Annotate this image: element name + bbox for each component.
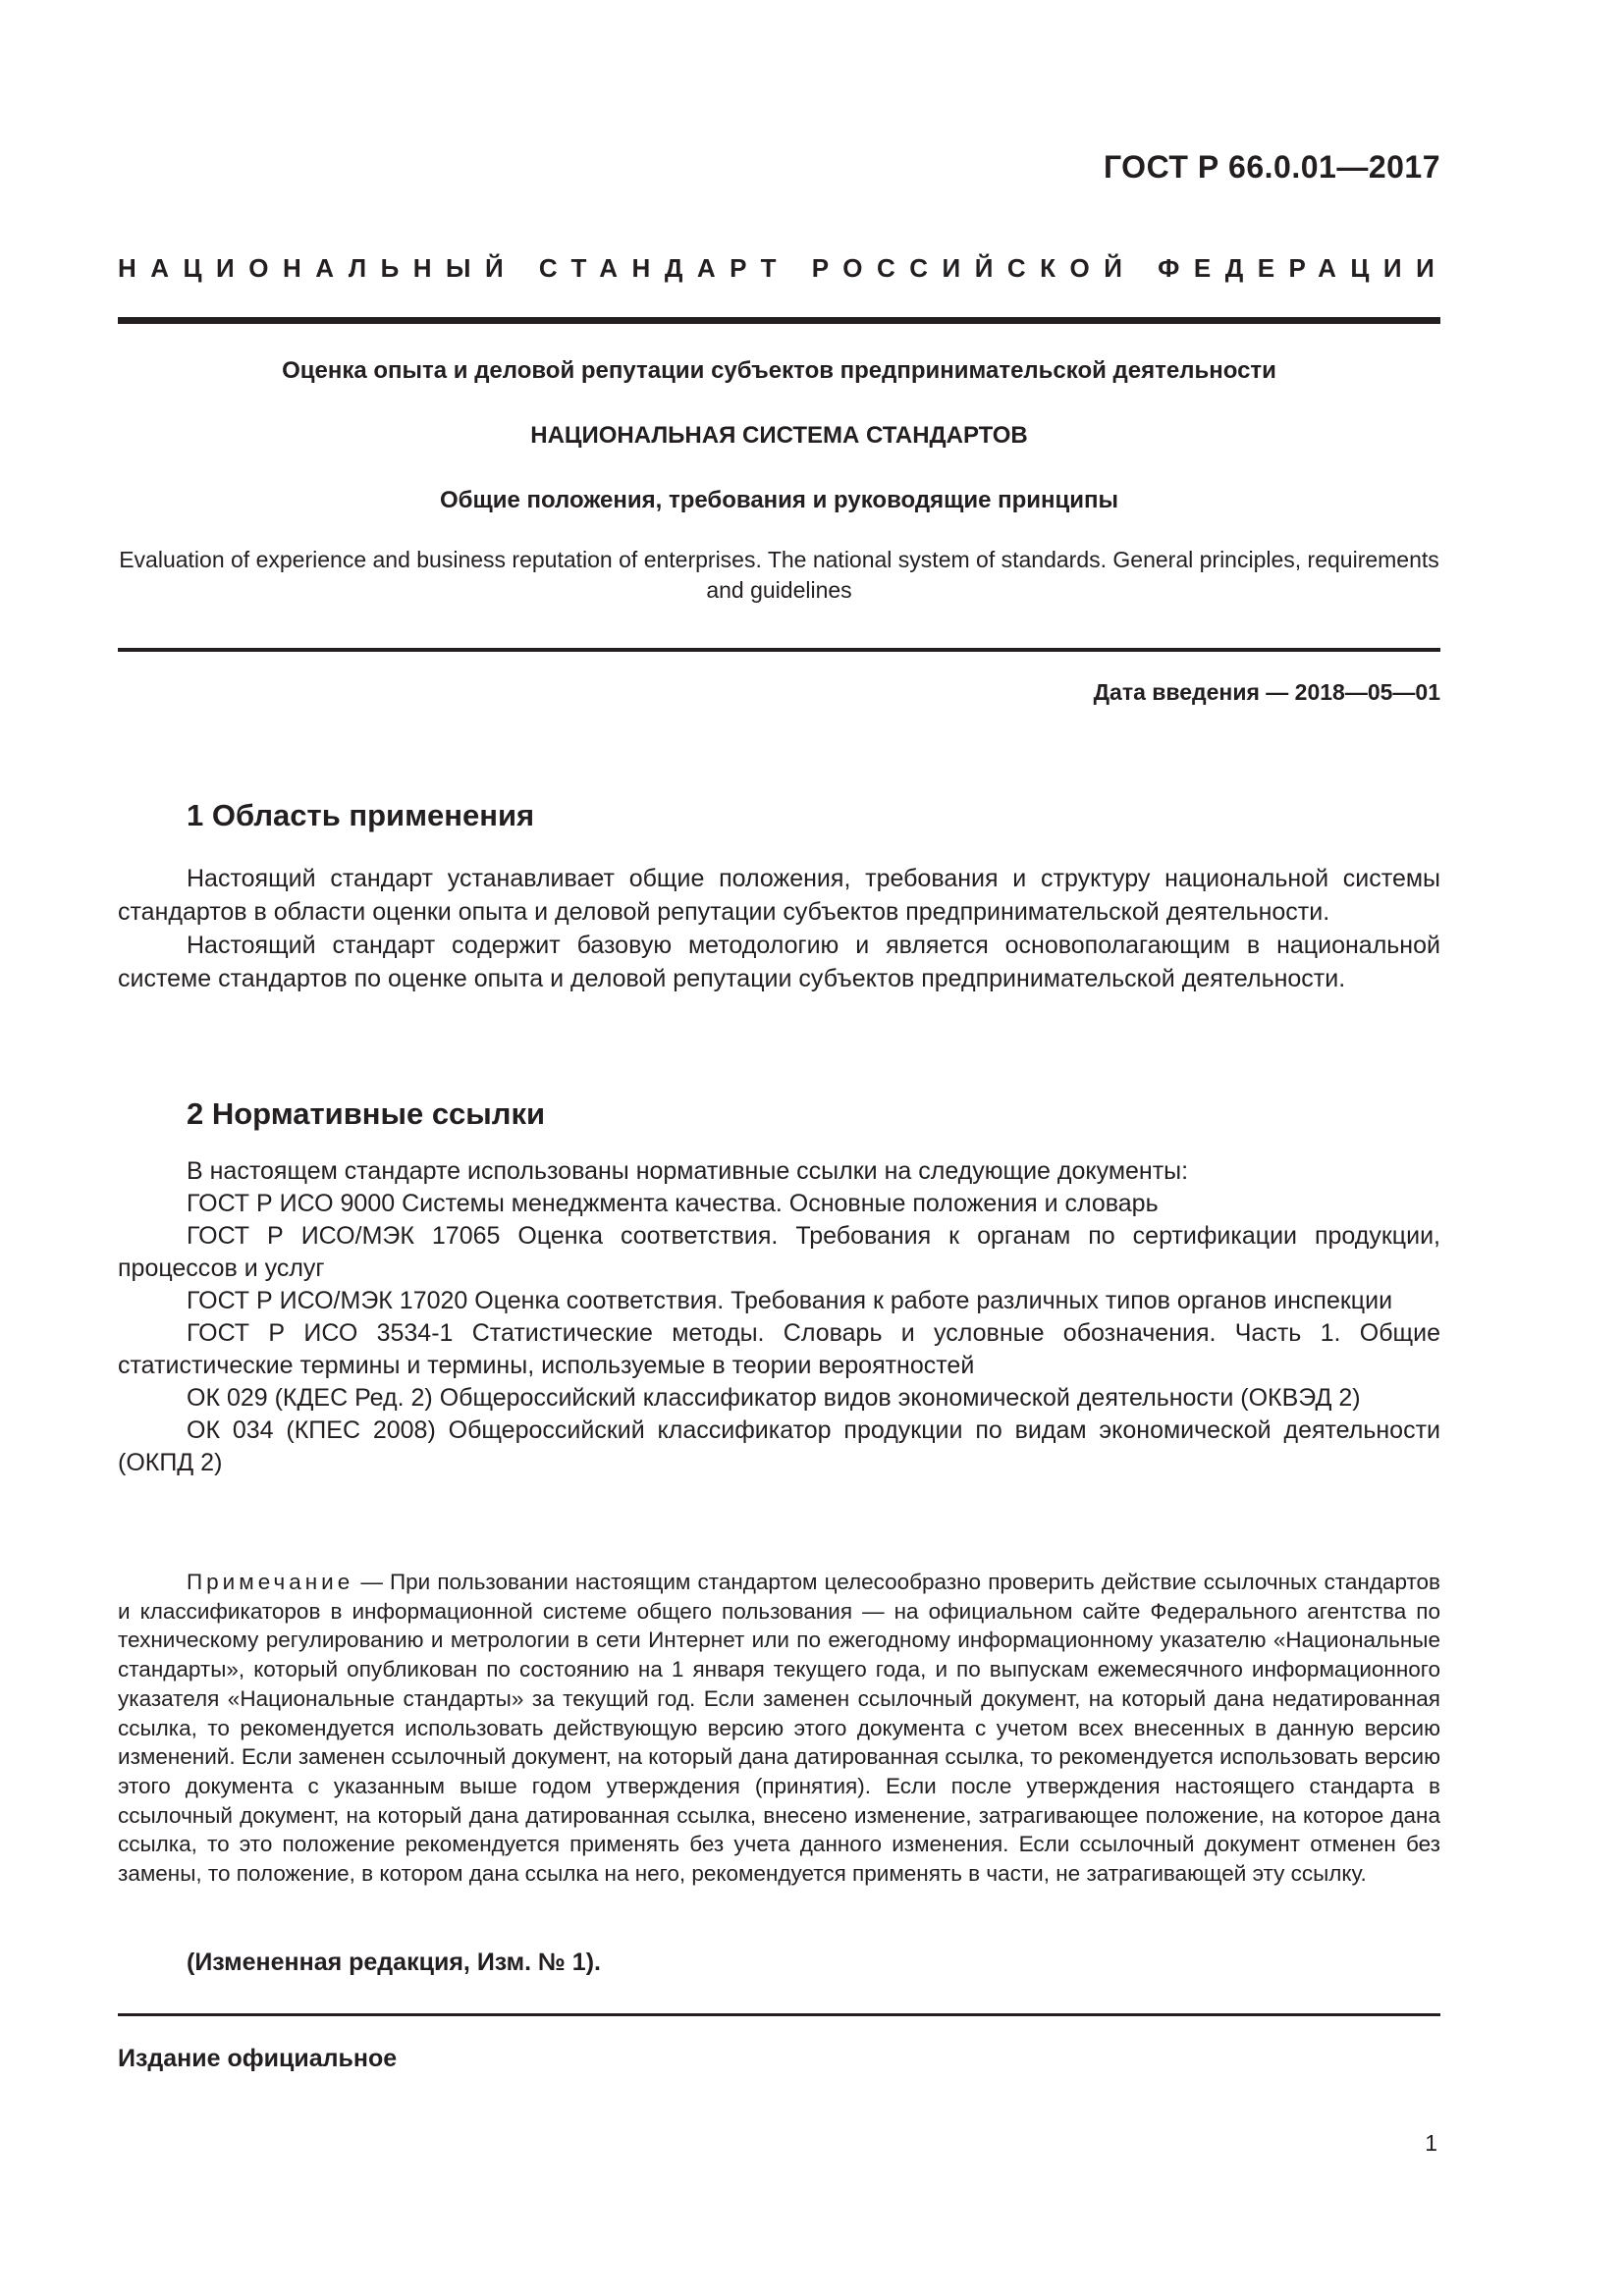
header-divider bbox=[118, 317, 1440, 324]
reference-item: ОК 029 (КДЕС Ред. 2) Общероссийский классификатор видов экономической деятельности (ОКВЭД 2) bbox=[187, 1384, 1361, 1412]
title-line-2: НАЦИОНАЛЬНАЯ СИСТЕМА СТАНДАРТОВ bbox=[530, 422, 1028, 449]
references-list bbox=[118, 1155, 1440, 1479]
section-2-heading: 2 Нормативные ссылки bbox=[187, 1096, 546, 1131]
section-1-heading: 1 Область применения bbox=[187, 798, 535, 832]
official-edition-label: Издание официальное bbox=[118, 2045, 398, 2072]
note-label: Примечание bbox=[187, 1570, 354, 1594]
reference-item: ГОСТ Р ИСО/МЭК 17020 Оценка соответствия. Требования к работе различных типов органов инспекции bbox=[187, 1287, 1393, 1314]
introduction-date: Дата введения — 2018—05—01 bbox=[1093, 679, 1440, 705]
national-standard-heading: НАЦИОНАЛЬНЫЙ СТАНДАРТ РОССИЙСКОЙ ФЕДЕРАЦИИ bbox=[118, 253, 1449, 283]
standard-designation: ГОСТ Р 66.0.01—2017 bbox=[1103, 149, 1440, 185]
section-1-body bbox=[118, 862, 1440, 995]
section-1-paragraph: Настоящий стандарт содержит базовую методологию и является основополагающим в национальной системе стандартов по оценке опыта и деловой репутации субъектов предпринимательской деятельности. bbox=[118, 932, 1440, 992]
section-1-paragraph: Настоящий стандарт устанавливает общие положения, требования и структуру национальной системы стандартов в области оценки опыта и деловой репутации субъектов предпринимательской деятельности. bbox=[118, 865, 1440, 926]
title-divider bbox=[118, 648, 1440, 652]
references-note bbox=[118, 1568, 1440, 1889]
english-title: Evaluation of experience and business reputation of enterprises. The national system of standards. General principles, requirements and guidelines bbox=[119, 547, 1439, 603]
references-intro: В настоящем стандарте использованы нормативные ссылки на следующие документы: bbox=[187, 1157, 1189, 1185]
reference-item: ОК 034 (КПЕС 2008) Общероссийский классификатор продукции по видам экономической деятельности (ОКПД 2) bbox=[118, 1416, 1440, 1476]
reference-item: ГОСТ Р ИСО 3534-1 Статистические методы. Словарь и условные обозначения. Часть 1. Общие статистические термины и термины, используемые в теории вероятностей bbox=[118, 1319, 1440, 1379]
title-line-3: Общие положения, требования и руководящие принципы bbox=[439, 487, 1119, 513]
reference-item: ГОСТ Р ИСО/МЭК 17065 Оценка соответствия. Требования к органам по сертификации продукции, процессов и услуг bbox=[118, 1222, 1440, 1282]
title-line-1: Оценка опыта и деловой репутации субъектов предпринимательской деятельности bbox=[282, 357, 1276, 384]
page-number: 1 bbox=[1425, 2130, 1437, 2156]
amendment-note: (Измененная редакция, Изм. № 1). bbox=[187, 1949, 601, 1976]
footer-divider bbox=[118, 2013, 1440, 2016]
document-page bbox=[118, 0, 1449, 2296]
note-text: — При пользовании настоящим стандартом целесообразно проверить действие ссылочных стандартов и классификаторов в информационной системе общего пользования — на официальном сайте Федерального агентства по техническому регулированию и метрологии в сети Интернет или по ежегодному информационному указателю «Национальные стандарты», который опубликован по состоянию на 1 января текущего года, и по выпускам ежемесячного информационного указателя «Национальные стандарты» за текущий год. Если заменен ссылочный документ, на который дана недатированная ссылка, то рекомендуется использовать действующую версию этого документа с учетом всех внесенных в данную версию изменений. Если заменен ссылочный документ, на который дана датированная ссылка, то рекомендуется использовать версию этого документа с указанным выше годом утверждения (принятия). Если после утверждения настоящего стандарта в ссылочный документ, на который дана датированная ссылка, внесено изменение, затрагивающее положение, на которое дана ссылка, то это положение рекомендуется применять без учета данного изменения. Если ссылочный документ отменен без замены, то положение, в котором дана ссылка на него, рекомендуется применять в части, не затрагивающей эту ссылку. bbox=[118, 1570, 1440, 1887]
reference-item: ГОСТ Р ИСО 9000 Системы менеджмента качества. Основные положения и словарь bbox=[187, 1190, 1159, 1217]
